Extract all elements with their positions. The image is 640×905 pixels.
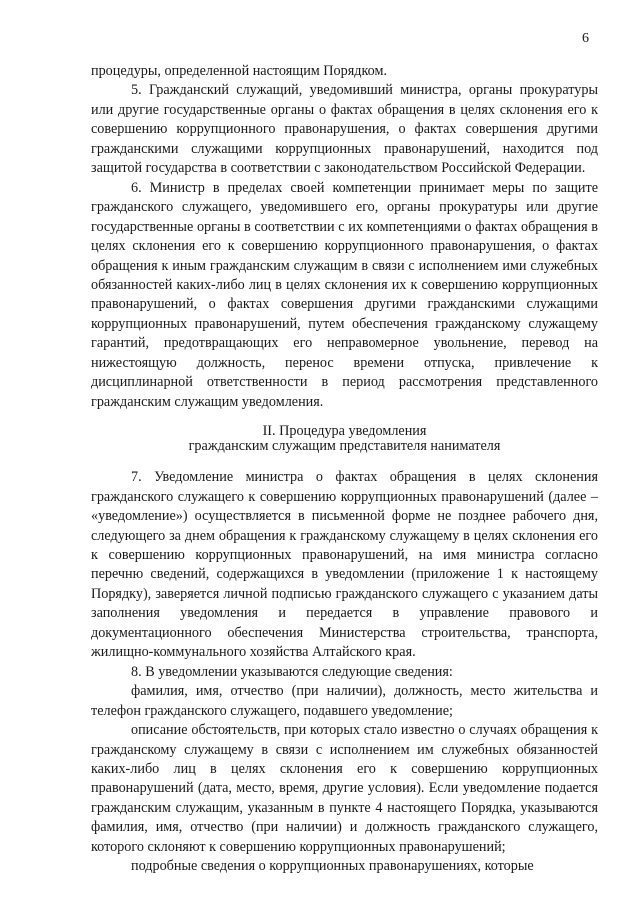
paragraph-8-2: описание обстоятельств, при которых стало известно о случаях обращения к гражданскому служащему в связи с исполнением им служебных обязанностей каких-либо лиц в целях склонения его к совершению коррупционных правонарушений (дата, место, время, другие условия). Если уведомление подается гражданским служащим, указанным в пункте 4 настоящего Порядка, указываются фамилия, имя, отчество (при наличии) и должность гражданского служащего, которого склоняют к совершению коррупционных правонарушений; bbox=[91, 722, 598, 855]
section-title-line-1: II. Процедура уведомления bbox=[262, 423, 427, 440]
paragraph-8: 8. В уведомлении указываются следующие сведения: bbox=[131, 663, 453, 680]
paragraph-6: 6. Министр в пределах своей компетенции принимает меры по защите гражданского служащего, уведомившего его, органы прокуратуры или другие государственные органы в соответствии с их компетенциями о фактах обращения в целях склонения его к совершению коррупционного правонарушения, о фактах обращения к иным гражданским служащим в связи с исполнением ими служебных обязанностей каких-либо лиц в целях склонения их к совершению коррупционных правонарушений, о фактах совершения другими гражданскими служащими коррупционных правонарушений, путем обеспечения гражданскому служащему гарантий, предотвращающих его неправомерное увольнение, перевод на нижестоящую должность, перенос времени отпуска, привлечение к дисциплинарной ответственности в период рассмотрения представленного гражданским служащим уведомления. bbox=[91, 179, 598, 410]
paragraph-continuation: процедуры, определенной настоящим Порядком. bbox=[91, 63, 388, 79]
page-number: 6 bbox=[582, 31, 589, 46]
paragraph-5: 5. Гражданский служащий, уведомивший министра, органы прокуратуры или другие государственные органы о фактах обращения в целях склонения его к совершению коррупционного правонарушения, о фактах совершения другими гражданскими служащими коррупционных правонарушений, находится под защитой государства в соответствии с законодательством Российской Федерации. bbox=[91, 82, 598, 177]
section-title-line-2: гражданским служащим представителя нанимателя bbox=[188, 438, 501, 455]
document-body bbox=[91, 62, 598, 877]
paragraphs-after-section bbox=[91, 468, 598, 877]
paragraphs-before-section bbox=[91, 62, 598, 412]
paragraph-7: 7. Уведомление министра о фактах обращения в целях склонения гражданского служащего к совершению коррупционных правонарушений (далее – «уведомление») осуществляется в письменной форме не позднее рабочего дня, следующего за днем обращения к гражданскому служащему в целях склонения его к совершению коррупционных правонарушений, на имя министра согласно перечню сведений, содержащихся в уведомлении (приложение 1 к настоящему Порядку), заверяется личной подписью гражданского служащего с указанием даты заполнения уведомления и передается в управление правового и документационного обеспечения Министерства строительства, транспорта, жилищно-коммунального хозяйства Алтайского края. bbox=[91, 469, 598, 661]
paragraph-8-3: подробные сведения о коррупционных правонарушениях, которые bbox=[131, 858, 534, 875]
section-heading bbox=[91, 424, 598, 454]
paragraph-8-1: фамилия, имя, отчество (при наличии), должность, место жительства и телефон гражданского служащего, подавшего уведомление; bbox=[91, 683, 598, 719]
